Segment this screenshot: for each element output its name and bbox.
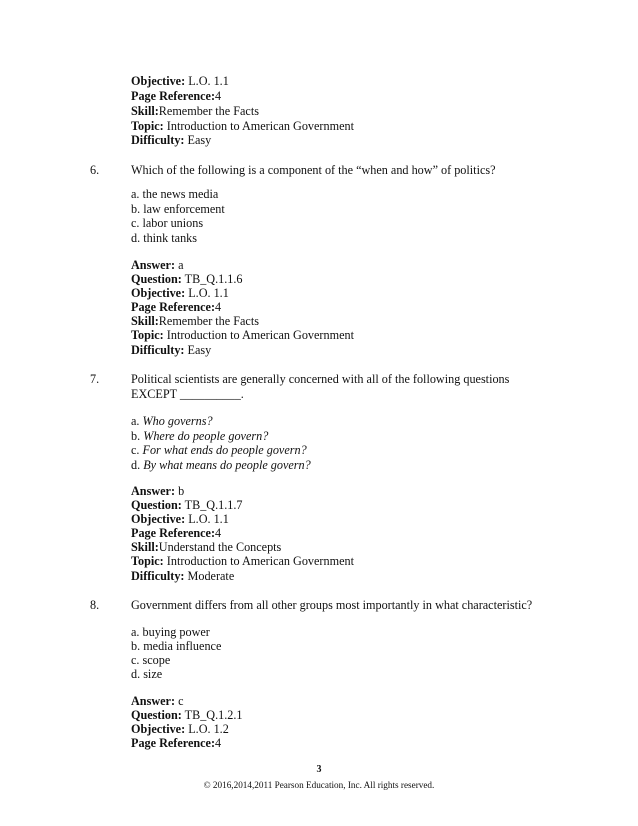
answer-option: c. scope <box>131 653 171 667</box>
answer-line: Answer: c <box>131 694 184 708</box>
answer-option: a. the news media <box>131 187 219 201</box>
skill-line: Skill:Remember the Facts <box>131 104 259 118</box>
skill-line: Skill:Understand the Concepts <box>131 540 282 554</box>
answer-option: d. size <box>131 667 163 681</box>
difficulty-line: Difficulty: Easy <box>131 133 212 147</box>
objective-line: Objective: L.O. 1.2 <box>131 722 229 736</box>
answer-option: a. Who governs? <box>131 414 213 428</box>
answer-line: Answer: b <box>131 484 185 498</box>
question-text: Political scientists are generally concerned with all of the following questions <box>131 372 510 386</box>
answer-option: d. By what means do people govern? <box>131 458 311 472</box>
page-reference-line: Page Reference:4 <box>131 89 222 103</box>
answer-option: d. think tanks <box>131 231 198 245</box>
copyright-notice: © 2016,2014,2011 Pearson Education, Inc. All rights reserved. <box>203 780 435 790</box>
question-text: EXCEPT __________. <box>131 387 244 401</box>
topic-line: Topic: Introduction to American Government <box>131 554 354 568</box>
objective-line: Objective: L.O. 1.1 <box>131 512 229 526</box>
answer-option: c. labor unions <box>131 216 204 230</box>
objective-line: Objective: L.O. 1.1 <box>131 286 229 300</box>
skill-line: Skill:Remember the Facts <box>131 314 259 328</box>
topic-line: Topic: Introduction to American Government <box>131 119 354 133</box>
question-text: Which of the following is a component of the “when and how” of politics? <box>131 163 496 177</box>
page-reference-line: Page Reference:4 <box>131 526 222 540</box>
question-text: Government differs from all other groups most importantly in what characteristic? <box>131 598 533 612</box>
answer-option: b. media influence <box>131 639 222 653</box>
page-reference-line: Page Reference:4 <box>131 300 222 314</box>
answer-line: Answer: a <box>131 258 184 272</box>
question-number: 7. <box>90 372 100 386</box>
answer-option: b. Where do people govern? <box>131 429 269 443</box>
difficulty-line: Difficulty: Moderate <box>131 569 235 583</box>
page-reference-line: Page Reference:4 <box>131 736 222 750</box>
question-id-line: Question: TB_Q.1.2.1 <box>131 708 243 722</box>
difficulty-line: Difficulty: Easy <box>131 343 212 357</box>
answer-option: c. For what ends do people govern? <box>131 443 307 457</box>
question-number: 8. <box>90 598 100 612</box>
question-id-line: Question: TB_Q.1.1.6 <box>131 272 243 286</box>
topic-line: Topic: Introduction to American Government <box>131 328 354 342</box>
page-number: 3 <box>316 764 322 775</box>
question-number: 6. <box>90 163 100 177</box>
objective-line: Objective: L.O. 1.1 <box>131 74 229 88</box>
answer-option: a. buying power <box>131 625 210 639</box>
question-id-line: Question: TB_Q.1.1.7 <box>131 498 243 512</box>
answer-option: b. law enforcement <box>131 202 225 216</box>
